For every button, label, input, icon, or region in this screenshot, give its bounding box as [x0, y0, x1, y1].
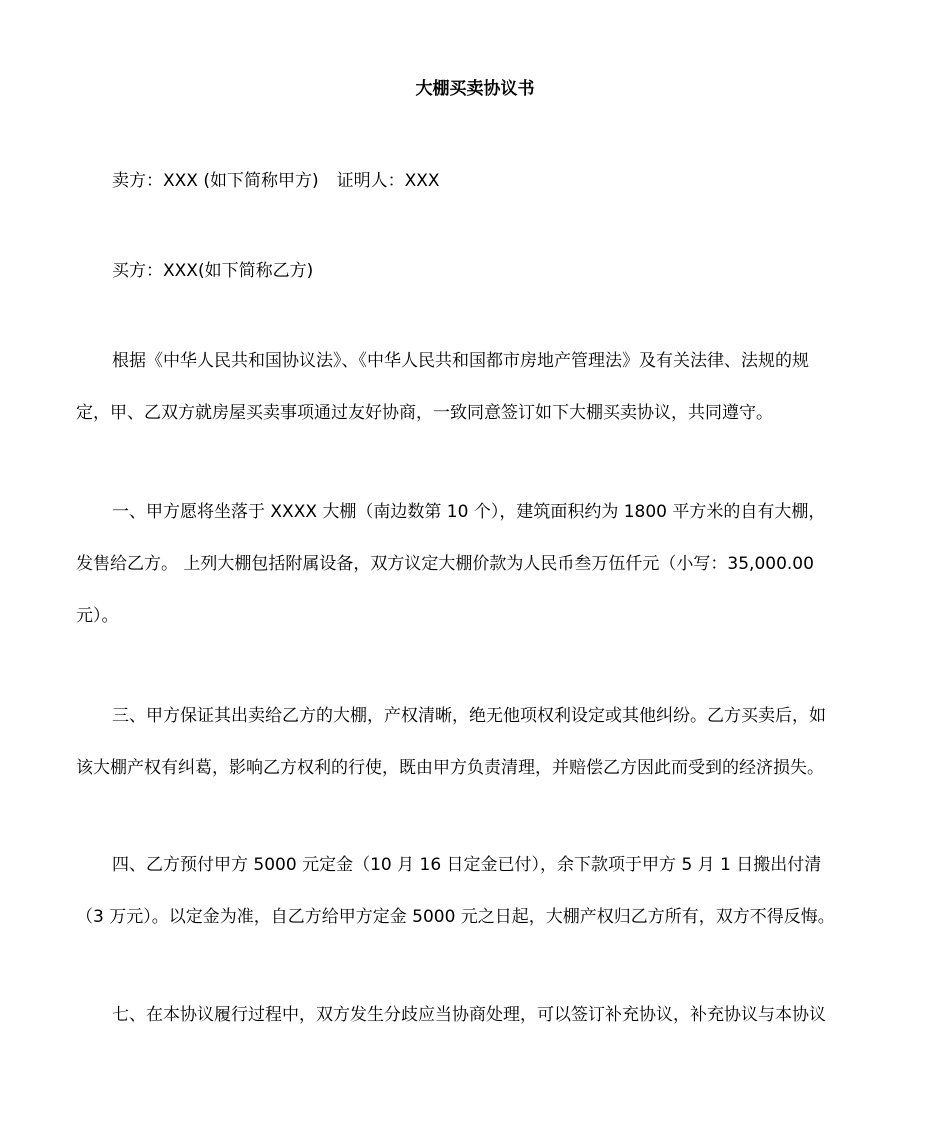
clause-1-line-3: 元）。 — [76, 606, 119, 626]
buyer-paragraph — [76, 245, 876, 297]
clause-3-line-1: 三、甲方保证其出卖给乙方的大棚，产权清晰，绝无他项权利设定或其他纠纷。乙方买卖后，如 — [112, 706, 826, 726]
clause-7-line-1: 七、在本协议履行过程中，双方发生分歧应当协商处理，可以签订补充协议，补充协议与本协议 — [112, 1005, 826, 1025]
seller-line: 卖方：XXX (如下简称甲方) — [112, 171, 319, 191]
clause-3-line-2: 该大棚产权有纠葛，影响乙方权利的行使，既由甲方负责清理，并赔偿乙方因此而受到的经济损失。 — [76, 758, 824, 778]
clause-7-paragraph — [76, 989, 876, 1041]
clause-1-paragraph — [76, 486, 876, 642]
intro-line-1: 根据《中华人民共和国协议法》、《中华人民共和国都市房地产管理法》及有关法律、法规的规 — [112, 351, 809, 371]
clause-1-line-1: 一、甲方愿将坐落于 XXXX 大棚（南边数第 10 个），建筑面积约为 1800 平方米的自有大棚， — [112, 502, 826, 522]
intro-paragraph — [76, 335, 876, 439]
buyer-line: 买方：XXX(如下简称乙方) — [112, 261, 314, 281]
clause-1-line-2: 发售给乙方。 上列大棚包括附属设备，双方议定大棚价款为人民币叁万伍仟元（小写：35,000.00 — [76, 554, 814, 574]
intro-line-2: 定，甲、乙双方就房屋买卖事项通过友好协商，一致同意签订如下大棚买卖协议，共同遵守。 — [76, 403, 773, 423]
seller-paragraph — [76, 155, 876, 207]
clause-4-paragraph — [76, 839, 876, 943]
witness-line: 证明人：XXX — [336, 171, 440, 191]
document-title: 大棚买卖协议书 — [415, 79, 535, 99]
clause-4-line-2: （3 万元）。以定金为准，自乙方给甲方定金 5000 元之日起，大棚产权归乙方所有，双方不得反悔。 — [76, 907, 835, 927]
clause-4-line-1: 四、乙方预付甲方 5000 元定金（10 月 16 日定金已付），余下款项于甲方 5 月 1 日搬出付清 — [112, 855, 822, 875]
clause-3-paragraph — [76, 690, 876, 794]
